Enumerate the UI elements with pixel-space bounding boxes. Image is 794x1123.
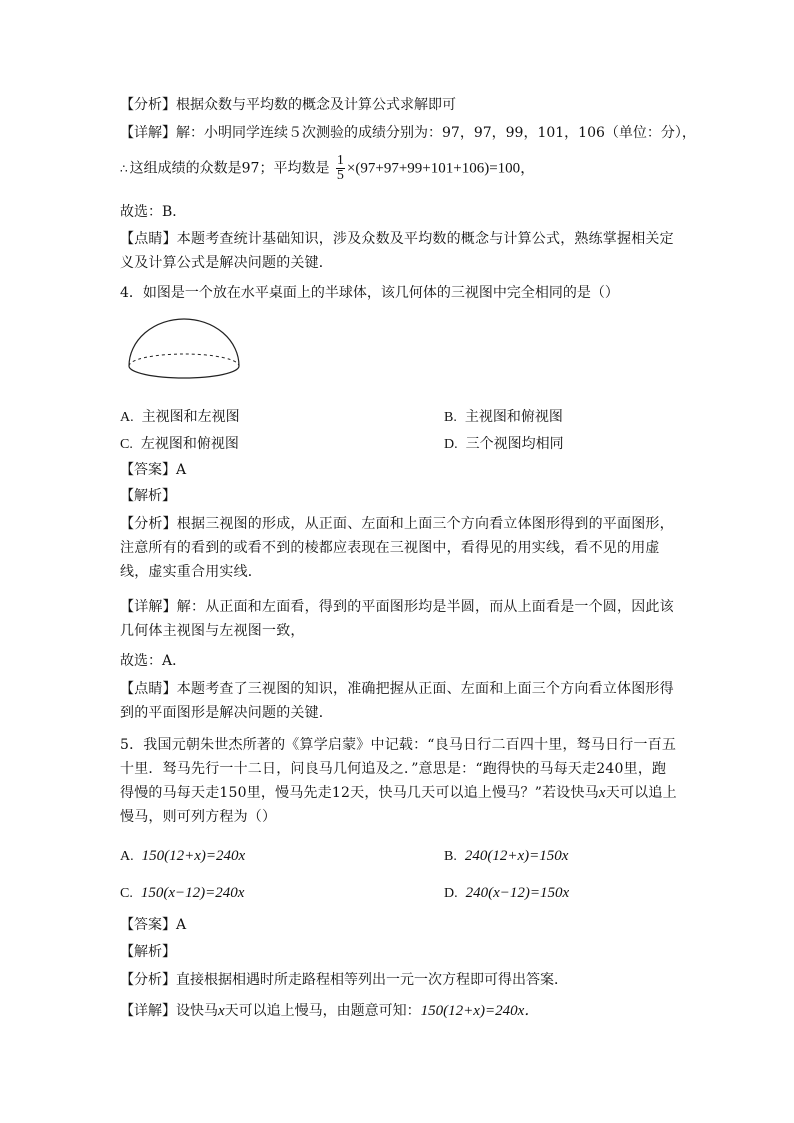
q5-detail-mid: 天可以追上慢马，由题意可知： — [224, 1003, 421, 1019]
q5-option-b — [444, 845, 568, 868]
q3-detail: 【详解】解：小明同学连续５次测验的成绩分别为：97，97，99，101，106（单位：分）， — [120, 125, 696, 141]
q5-option-c — [120, 882, 244, 905]
option-equation: 150(x−12)=240x — [140, 885, 245, 901]
option-key: D. — [444, 437, 458, 452]
option-key: D. — [444, 886, 458, 901]
q4-detail: 【详解】解：从正面和左面看，得到的平面图形均是半圆，而从上面看是一个圆，因此该几何体主视图与左视图一致， — [120, 599, 674, 639]
q5-variable: x — [598, 785, 606, 801]
option-text: 主视图和左视图 — [141, 409, 240, 425]
q4-option-c — [120, 433, 239, 456]
fraction-denominator: 5 — [336, 168, 344, 183]
q5-analysis: 【分析】直接根据相遇时所走路程相等列出一元一次方程即可得出答案． — [120, 972, 568, 988]
q5-explain-head: 【解析】 — [120, 944, 176, 960]
option-text: 主视图和俯视图 — [464, 409, 563, 425]
q5-detail-equation: 150(12+x)=240x． — [420, 1003, 540, 1019]
q3-mode-text: 这组成绩的众数是97；平均数是 — [129, 160, 330, 177]
q5-detail-text: 【详解】设快马 — [120, 1003, 218, 1019]
q5-option-a — [120, 845, 245, 868]
q5-stem-text: 5．我国元朝朱世杰所著的《算学启蒙》中记载：“良马日行二百四十里，驽马日行一百五十里．驽马先行一十二日，问良马几何追及之．”意思是：“跑得快的马每天走240里，跑得慢的马每天走150里，慢马先走12天，快马几天可以追上慢马？”若设快马 — [120, 737, 677, 801]
q5-answer: 【答案】A — [120, 917, 187, 933]
option-key: C. — [120, 437, 133, 452]
option-key: A. — [120, 849, 134, 864]
q4-option-b — [444, 406, 563, 429]
option-equation: 150(12+x)=240x — [141, 848, 246, 864]
q4-option-d — [444, 433, 564, 456]
therefore-symbol: ∴ — [120, 161, 128, 176]
option-equation: 240(12+x)=150x — [464, 848, 569, 864]
option-text: 左视图和俯视图 — [140, 436, 239, 452]
q4-analysis: 【分析】根据三视图的形成，从正面、左面和上面三个方向看立体图形得到的平面图形，注意所有的看到的或看不到的棱都应表现在三视图中，看得见的用实线，看不见的用虚线，虚实重合用实线． — [120, 516, 674, 580]
option-equation: 240(x−12)=150x — [465, 885, 570, 901]
option-text: 三个视图均相同 — [465, 436, 564, 452]
q4-comment: 【点睛】本题考查了三视图的知识，准确把握从正面、左面和上面三个方向看立体图形得到的平面图形是解决问题的关键． — [120, 681, 674, 721]
option-key: B. — [444, 849, 457, 864]
q4-option-a — [120, 406, 240, 429]
q3-mean-expression: ×(97+97+99+101+106)=100， — [346, 160, 536, 177]
q5-detail — [120, 1000, 680, 1022]
option-key: A. — [120, 410, 134, 425]
option-key: C. — [120, 886, 133, 901]
q3-comment: 【点睛】本题考查统计基础知识，涉及众数及平均数的概念与计算公式，熟练掌握相关定义及计算公式是解决问题的关键． — [120, 231, 674, 271]
q5-stem — [120, 733, 680, 829]
q5-option-d — [444, 882, 569, 905]
hemisphere-figure — [126, 316, 242, 394]
option-key: B. — [444, 410, 457, 425]
q5-stem-end: 天可以追上慢马，则可列方程为（） — [120, 785, 677, 825]
q5-detail-variable: x — [218, 1003, 225, 1019]
q4-choice: 故选：A． — [120, 653, 187, 669]
q4-stem: 4．如图是一个放在水平桌面上的半球体，该几何体的三视图中完全相同的是（） — [120, 285, 619, 301]
q3-analysis: 【分析】根据众数与平均数的概念及计算公式求解即可 — [120, 97, 456, 113]
q3-mean-line — [120, 154, 680, 183]
q3-choice: 故选：B． — [120, 204, 187, 220]
q4-answer: 【答案】A — [120, 462, 187, 478]
q4-explain-head: 【解析】 — [120, 488, 176, 504]
fraction-one-fifth — [336, 154, 345, 183]
fraction-numerator: 1 — [336, 153, 344, 168]
